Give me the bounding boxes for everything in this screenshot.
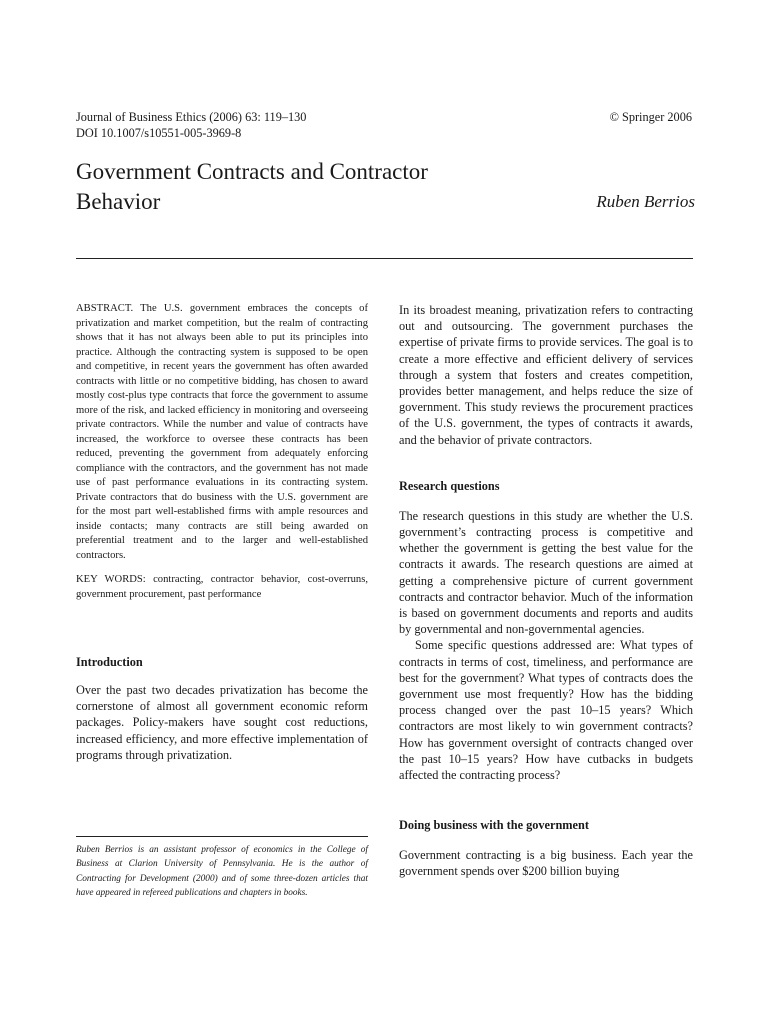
keywords: KEY WORDS: contracting, contractor behavior, cost-overruns, government procurement, past performance bbox=[76, 574, 368, 600]
left-column bbox=[76, 302, 368, 763]
privatization-paragraph: In its broadest meaning, privatization refers to contracting out and outsourcing. The government purchases the expertise of private firms to provide services. The goal is to create a more effective and efficient delivery of services through a system that fosters and creates competition, provides better management, and helps reduce the size of government. This study reviews the procurement practices of the U.S. government, the types of contracts it awards, and the behavior of private contractors. bbox=[399, 303, 693, 447]
journal-citation bbox=[76, 110, 306, 141]
title-line-2: Behavior bbox=[76, 189, 161, 214]
research-questions-heading: Research questions bbox=[399, 478, 500, 493]
abstract: ABSTRACT. The U.S. government embraces the concepts of privatization and market competition, but the realm of contracting shows that it has not always been able to put its principles into practice. Although the contracting system is supposed to be open and competitive, in recent years the government has often awarded contracts with little or no competitive bidding, has chosen to award mostly cost-plus type contracts that force the government to assume more of the risk, and lacked efficiency in monitoring and overseeing private contractors. While the number and value of contracts have increased, the workforce to oversee these contracts has been reduced, preventing the government from adequately enforcing compliance with the contractors, and the government has not made use of past performance evaluations in its contracting system. Private contractors that do business with the U.S. government are for the most part well-established firms with ample resources and inside contacts; many contracts are still being awarded on preferential treatment and to the larger and well-established contractors. bbox=[76, 303, 368, 561]
doing-business-heading: Doing business with the government bbox=[399, 818, 589, 833]
introduction-paragraph: Over the past two decades privatization has become the cornerstone of almost all government economic reform packages. Policy-makers have sought cost reductions, increased efficiency, and more effective implementation of programs through privatization. bbox=[76, 683, 368, 762]
research-paragraph-2: Some specific questions addressed are: What types of contracts in terms of cost, timeliness, and performance are best for the government? What types of contracts does the government use most frequently? How has the bidding process changed over the past 10–15 years? Which contractors are most likely to win government contracts? How has government oversight of contracts changed over the past 10–15 years? How have cutbacks in budgets affected the contracting process? bbox=[399, 638, 693, 783]
doing-business-paragraph: Government contracting is a big business. Each year the government spends over $200 billion buying bbox=[399, 848, 693, 879]
research-paragraph-1: The research questions in this study are whether the U.S. government’s contracting process is competitive and whether the government is getting the best value for the contracts it awards. The research questions are aimed at getting a comprehensive picture of current government contracts and contractor behavior. Much of the information is based on government documents and reports and audits by governmental and non-governmental agencies. bbox=[399, 508, 693, 637]
title-line-1: Government Contracts and Contractor bbox=[76, 159, 428, 184]
author-footnote: Ruben Berrios is an assistant professor of economics in the College of Business at Clarion University of Pennsylvania. He is the author of Contracting for Development (2000) and of some three-dozen articles that have appeared in refereed publications and chapters in books. bbox=[76, 845, 368, 898]
article-title bbox=[76, 157, 556, 217]
right-column bbox=[399, 302, 693, 880]
copyright-notice: © Springer 2006 bbox=[609, 110, 692, 124]
doi-line: DOI 10.1007/s10551-005-3969-8 bbox=[76, 125, 242, 140]
footnote-divider bbox=[76, 836, 368, 837]
journal-line: Journal of Business Ethics (2006) 63: 119–130 bbox=[76, 110, 307, 124]
introduction-heading: Introduction bbox=[76, 655, 143, 669]
title-divider bbox=[76, 258, 693, 259]
author-name: Ruben Berrios bbox=[596, 192, 695, 211]
